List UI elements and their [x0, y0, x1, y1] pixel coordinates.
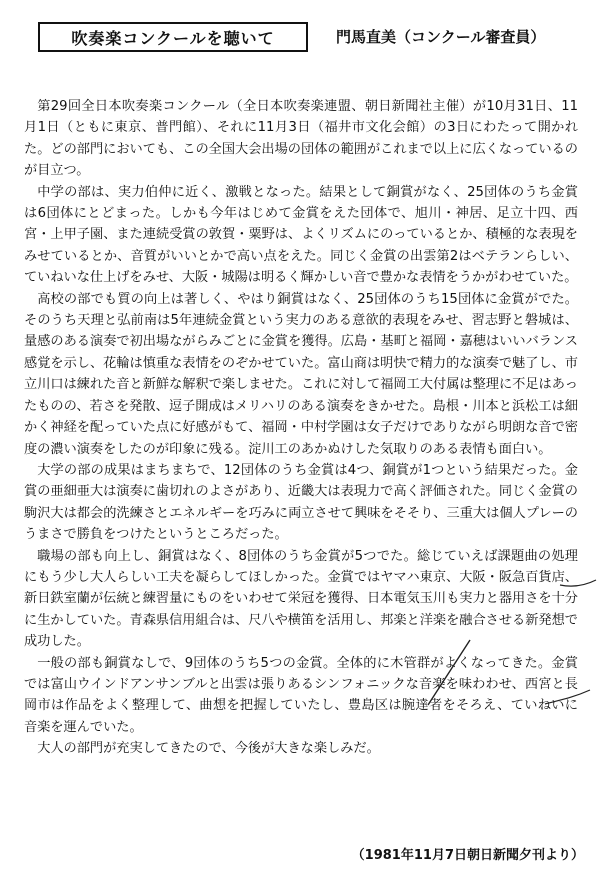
paragraph-conclusion: 大人の部門が充実してきたので、今後が大きな楽しみだ。 [37, 741, 380, 757]
paragraph-intro: 第29回全日本吹奏楽コンクール（全日本吹奏楽連盟、朝日新聞社主催）が10月31日、11月1日（ともに東京、普門館）、それに11月3日（福井市文化会館）の3日にわたって開かれた。どの部門においても、この全国大会出場の団体の範囲がこれまで以上に広くなっているのが目立つ。 [24, 99, 578, 179]
paragraph-university: 大学の部の成果はまちまちで、12団体のうち金賞は4つ、銅賞が1つという結果だった。金賞の亜細亜大は演奏に歯切れのよさがあり、近畿大は表現力で高く評価された。同じく金賞の駒沢大は都会的洗練さとエネルギーを巧みに両立させて興味をそそり、三重大は個人プレーのうまさで勝負をつけたというところだった。 [24, 462, 578, 543]
paragraph-high-school: 高校の部でも質の向上は著しく、やはり銅賞はなく、25団体のうち15団体に金賞がでた。そのうち天理と弘前南は5年連続金賞という実力のある意欲的表現をみせ、習志野と磐城は、量感のある演奏で初出場ながらみごとに金賞を獲得。広島・基町と福岡・嘉穂はいいバランス感覚を示し、花輪は慎重な表情をのぞかせていた。富山商は明快で精力的な演奏で魅了し、市立川口は練れた音と新鮮な解釈で楽しませた。これに対して福岡工大付属は整理に不足はあったものの、若さを発散、逗子開成はメリハリのある演奏をきかせた。島根・川本と浜松工は細かく神経を配っていた点に好感がもて、福岡・中村学園は女子だけでありながら明朗な音で密度の濃い演奏をしたのが印象に残る。淀川工のあかぬけした気取りのある表情も面白い。 [24, 291, 578, 457]
article-title: 吹奏楽コンクールを聴いて [38, 22, 308, 52]
article-body [24, 96, 578, 760]
source-citation: （1981年11月7日朝日新聞夕刊より） [351, 848, 584, 863]
paragraph-workplace: 職場の部も向上し、銅賞はなく、8団体のうち金賞が5つでた。総じていえば課題曲の処理にもう少し大人らしい工夫を凝らしてほしかった。金賞ではヤマハ東京、大阪・阪急百貨店、新日鉄室蘭が伝統と練習量にものをいわせて栄冠を獲得、日本電気玉川も実力と器用さを十分に生かしていた。青森県信用組合は、尺八や横笛を活用し、邦楽と洋楽を融合させる新発想で成功した。 [24, 548, 578, 650]
article-header [38, 22, 578, 56]
author-byline: 門馬直美（コンクール審査員） [336, 28, 546, 46]
paragraph-general: 一般の部も銅賞なしで、9団体のうち5つの金賞。全体的に木管群がよくなってきた。金賞では富山ウインドアンサンブルと出雲は張りあるシンフォニックな音楽を味わわせ、西宮と長岡市は作品をよく整理して、曲想を把握していたし、豊島区は腕達者をそろえ、ていねいに音楽を運んでいた。 [24, 655, 578, 735]
paragraph-junior-high: 中学の部は、実力伯仲に近く、激戦となった。結果として銅賞がなく、25団体のうち金賞は6団体にとどまった。しかも今年はじめて金賞をえた団体で、旭川・神居、足立十四、西宮・上甲子園、また連続受賞の敦賀・粟野は、よくリズムにのっているとか、積極的な表現をみせているとか、音質がいいとかで高い点をえた。同じく金賞の出雲第2はベテランらしい、ていねいな仕上げをみせ、大阪・城陽は明るく輝かしい音で豊かな表情をうかがわせていた。 [24, 184, 578, 286]
